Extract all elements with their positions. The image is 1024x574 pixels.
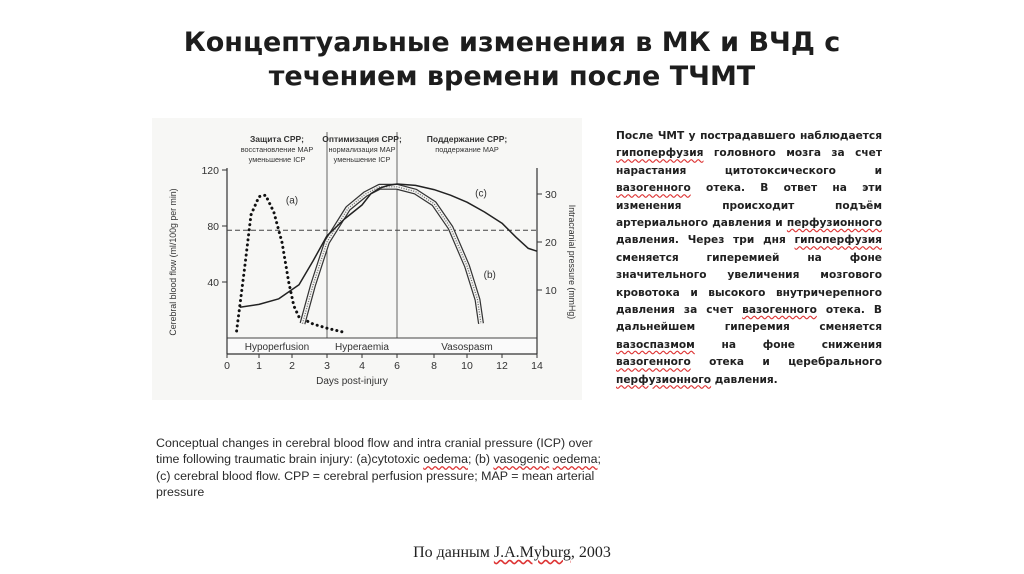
y2-tick-label: 30 [545, 189, 557, 201]
x-tick-label: 3 [324, 360, 330, 372]
caption-segment: ; (b) [467, 452, 494, 467]
x-tick-label: 12 [496, 360, 508, 372]
phase-header-line: восстановление MAP [240, 145, 314, 154]
description-segment: отека и церебрального [690, 356, 882, 369]
y2-tick-label: 10 [545, 285, 557, 297]
series-label: (b) [483, 270, 496, 281]
description-segment: головного мозга за счет нарастания цитотоксического и [616, 147, 882, 177]
description-segment: вазоспазмом [616, 338, 695, 351]
series-line-b-inner [303, 187, 482, 324]
y-axis-title: Cerebral blood flow (ml/100g per min) [168, 188, 178, 336]
source-citation [0, 544, 1024, 562]
series-line-b-hatch [303, 187, 482, 324]
description-segment: сменяется гиперемией на фоне значительного увеличения мозгового кровотока и высокого внутричерепного давления за счет [616, 251, 882, 317]
slide-title-line-2: течением времени после ТЧМТ [268, 61, 756, 92]
phase-label: Hyperaemia [335, 342, 389, 353]
phase-label: Hypoperfusion [244, 342, 310, 353]
phase-header-line: нормализация MAP [328, 145, 396, 154]
y-tick-label: 40 [207, 277, 219, 289]
description-segment: перфузионного [616, 373, 712, 386]
description-segment: вазогенного [742, 304, 817, 317]
x-tick-label: 10 [461, 360, 473, 372]
description-segment: отека. В дальнейшем гиперемия сменяется [616, 304, 882, 334]
description-segment: отека. В ответ на эти изменения происходит подъём артериального давления и [616, 182, 882, 230]
caption-segment: oedema [552, 452, 598, 467]
series-line-b-outer [303, 187, 482, 324]
caption-segment: ; (c) cerebral blood flow. CPP = cerebral perfusion pressure; MAP = mean arterial pressure [156, 452, 601, 500]
series-label: (a) [285, 195, 299, 207]
description-segment: давления. [711, 373, 778, 386]
description-segment: на фоне снижения [694, 338, 882, 351]
phase-label: Vasospasm [441, 342, 493, 353]
source-author: J.A.Myburg [493, 544, 571, 561]
x-tick-label: 4 [359, 360, 365, 372]
description-segment: вазогенного [616, 182, 691, 195]
phase-header-line: уменьшение ICP [248, 155, 306, 164]
y-tick-label: 80 [207, 221, 219, 233]
series-line-c [240, 184, 537, 307]
y-tick-label: 120 [201, 165, 219, 177]
phase-header-line: поддержание MAP [435, 145, 499, 154]
y2-tick-label: 20 [545, 237, 557, 249]
x-tick-label: 1 [256, 360, 262, 372]
phase-header-title: Поддержание CPP; [426, 134, 508, 144]
caption-segment: oedema [423, 452, 468, 467]
x-tick-label: 14 [531, 360, 543, 372]
caption-segment: vasogenic [493, 452, 550, 467]
description-segment: После ЧМТ у пострадавшего наблюдается [616, 130, 882, 142]
description-segment: вазогенного [616, 356, 691, 369]
slide-title [0, 26, 1024, 94]
x-tick-label: 6 [394, 360, 400, 372]
x-tick-label: 2 [289, 360, 295, 372]
x-tick-label: 8 [431, 360, 437, 372]
description-segment: гипоперфузия [616, 147, 704, 160]
chart-figure [152, 118, 582, 400]
figure-caption [156, 435, 616, 501]
description-text [616, 128, 882, 389]
phase-header-line: уменьшение ICP [333, 155, 391, 164]
series-line-a [237, 195, 345, 332]
y2-axis-title: Intracranial pressure (mmHg) [567, 204, 577, 320]
source-suffix: , 2003 [570, 544, 611, 561]
x-axis-title: Days post-injury [316, 376, 388, 387]
source-prefix: По данным [413, 544, 494, 561]
cbf-icp-chart [152, 118, 582, 400]
description-segment: гипоперфузия [794, 234, 882, 247]
phase-header-title: Оптимизация CPP; [322, 134, 402, 144]
caption-segment: Conceptual changes in cerebral blood flow and intra cranial pressure (ICP) over time following traumatic brain injury: (a)cytotoxic [156, 436, 593, 467]
slide-title-line-1: Концептуальные изменения в МК и ВЧД с [183, 27, 841, 58]
phase-header-title: Защита CPP; [249, 134, 305, 144]
description-segment: давления. Через три дня [616, 234, 795, 247]
x-tick-label: 0 [224, 360, 230, 372]
series-label: (c) [475, 188, 487, 200]
description-segment: перфузионного [786, 217, 882, 230]
